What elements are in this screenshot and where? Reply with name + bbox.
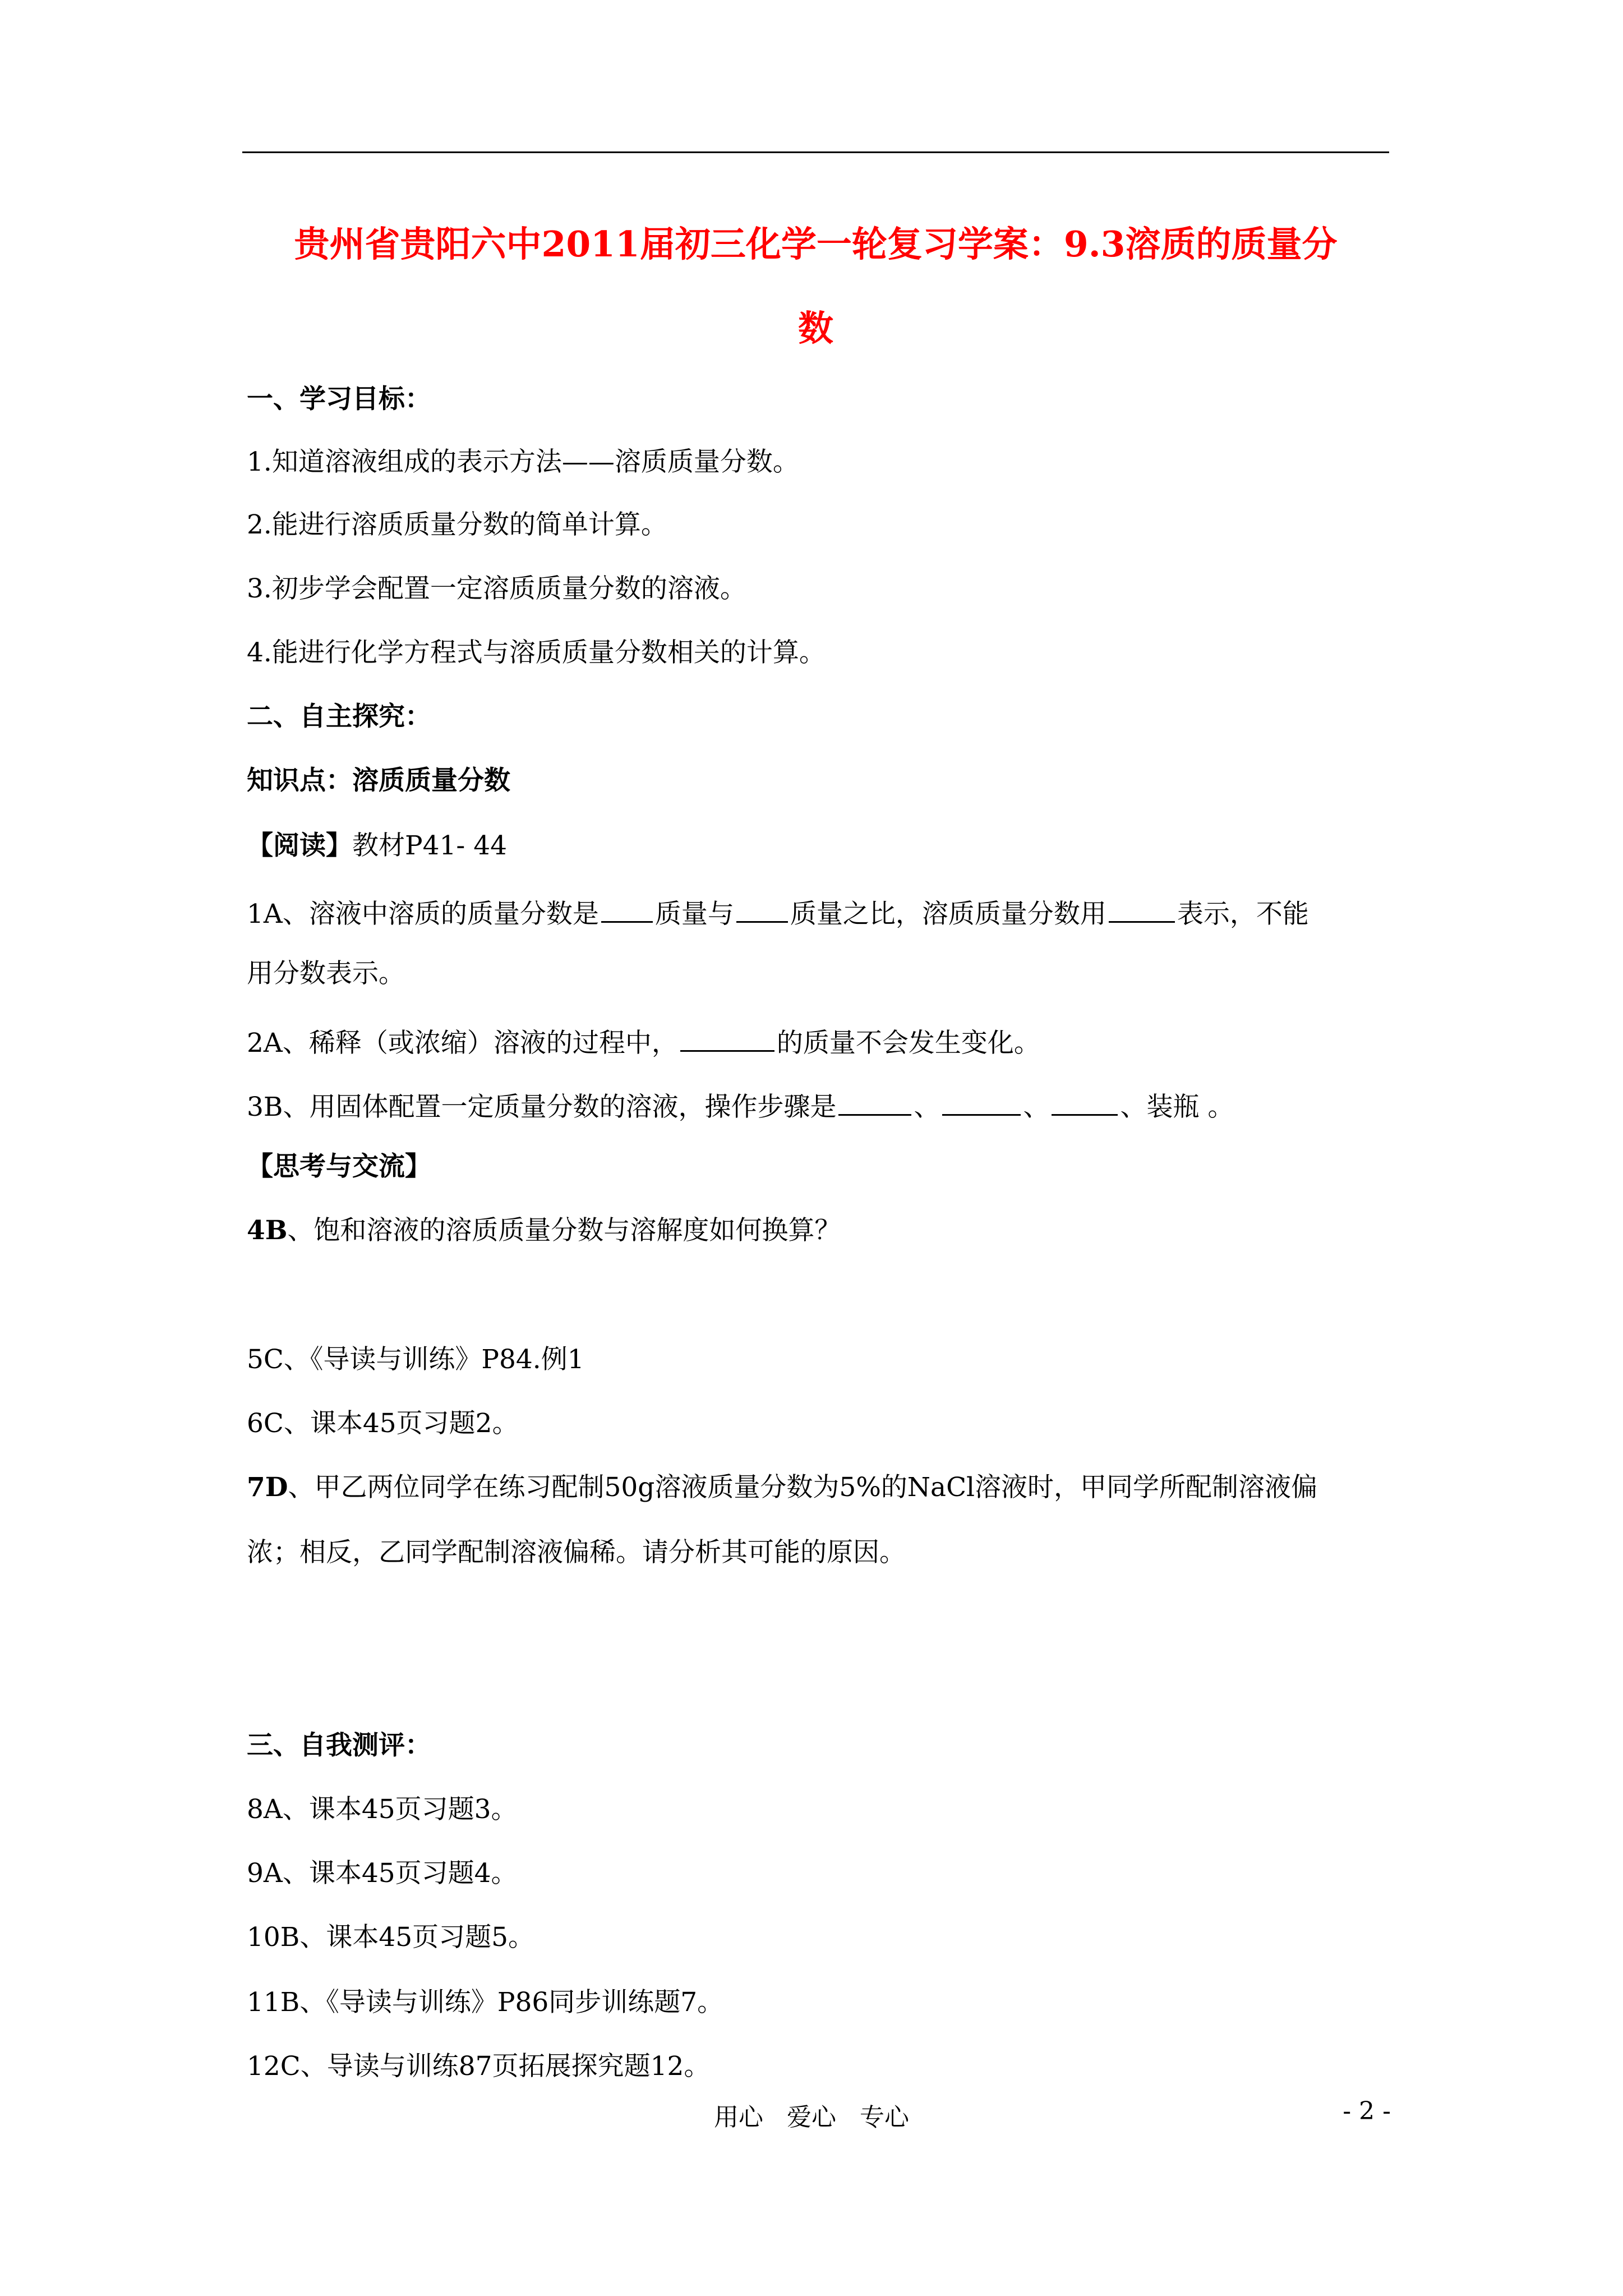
think-label: 【思考与交流】 (247, 1151, 431, 1182)
q3-sep3: 、装瓶 。 (1120, 1092, 1234, 1122)
self-test-item-11: 11B、《导读与训练》P86同步训练题7。 (247, 1987, 724, 2018)
q1-prefix: 1A、溶液中溶质的质量分数是 (247, 899, 599, 930)
q1-part3: 质量之比，溶质质量分数用 (790, 899, 1106, 930)
read-text: 教材P41- 44 (352, 830, 508, 861)
q3-blank-3[interactable] (1052, 1089, 1118, 1116)
q3-prefix: 3B、用固体配置一定质量分数的溶液，操作步骤是 (247, 1092, 837, 1122)
question-5: 5C、《导读与训练》P84.例1 (247, 1344, 584, 1375)
question-7-line1 (247, 1474, 1317, 1501)
q7-label: 7D (247, 1472, 288, 1503)
section3-heading: 三、自我测评： (247, 1730, 431, 1761)
q3-sep1: 、 (914, 1092, 940, 1122)
q3-blank-2[interactable] (942, 1089, 1021, 1116)
objective-item-4: 4.能进行化学方程式与溶质质量分数相关的计算。 (247, 637, 826, 668)
question-1-line1 (247, 896, 1309, 930)
q2-prefix: 2A、稀释（或浓缩）溶液的过程中， (247, 1028, 678, 1059)
knowledge-point: 知识点：溶质质量分数 (247, 765, 510, 796)
q1-blank-1[interactable] (601, 896, 653, 923)
question-1-line2: 用分数表示。 (247, 958, 405, 989)
q4-label: 4B (247, 1215, 288, 1246)
q1-blank-2[interactable] (736, 896, 788, 923)
objective-item-3: 3.初步学会配置一定溶质质量分数的溶液。 (247, 573, 746, 604)
q4-text: 、饱和溶液的溶质质量分数与溶解度如何换算？ (287, 1215, 841, 1246)
self-test-item-10: 10B、课本45页习题5。 (247, 1922, 535, 1953)
question-2 (247, 1025, 1040, 1059)
q2-suffix: 的质量不会发生变化。 (776, 1028, 1040, 1059)
question-3 (247, 1089, 1234, 1120)
read-label: 【阅读】 (247, 830, 352, 861)
reading-line (247, 832, 507, 859)
section2-heading: 二、自主探究： (247, 701, 431, 732)
page-title-line2: 数 (798, 307, 833, 349)
q3-sep2: 、 (1023, 1092, 1050, 1122)
q1-part4: 表示，不能 (1177, 899, 1309, 930)
self-test-item-9: 9A、课本45页习题4。 (247, 1858, 518, 1889)
objective-item-1: 1.知道溶液组成的表示方法——溶质质量分数。 (247, 447, 799, 477)
objective-item-2: 2.能进行溶质质量分数的简单计算。 (247, 509, 667, 540)
question-4 (247, 1217, 841, 1244)
question-7-line2: 浓；相反，乙同学配制溶液偏稀。请分析其可能的原因。 (247, 1537, 906, 1568)
q3-blank-1[interactable] (838, 1089, 911, 1116)
q7-text: 、甲乙两位同学在练习配制50g溶液质量分数为5%的NaCl溶液时，甲同学所配制溶液偏 (288, 1472, 1318, 1503)
q1-part2: 质量与 (654, 899, 734, 930)
q1-blank-3[interactable] (1109, 896, 1175, 923)
header-rule (242, 151, 1389, 153)
page-title-line1: 贵州省贵阳六中2011届初三化学一轮复习学案：9.3溶质的质量分 (294, 223, 1338, 265)
footer-motto: 用心 爱心 专心 (714, 2103, 909, 2132)
q2-blank[interactable] (680, 1025, 774, 1052)
question-6: 6C、课本45页习题2。 (247, 1408, 519, 1439)
self-test-item-12: 12C、导读与训练87页拓展探究题12。 (247, 2051, 711, 2082)
page-number: - 2 - (1343, 2097, 1391, 2125)
self-test-item-8: 8A、课本45页习题3。 (247, 1794, 518, 1825)
section1-heading: 一、学习目标： (247, 384, 431, 415)
